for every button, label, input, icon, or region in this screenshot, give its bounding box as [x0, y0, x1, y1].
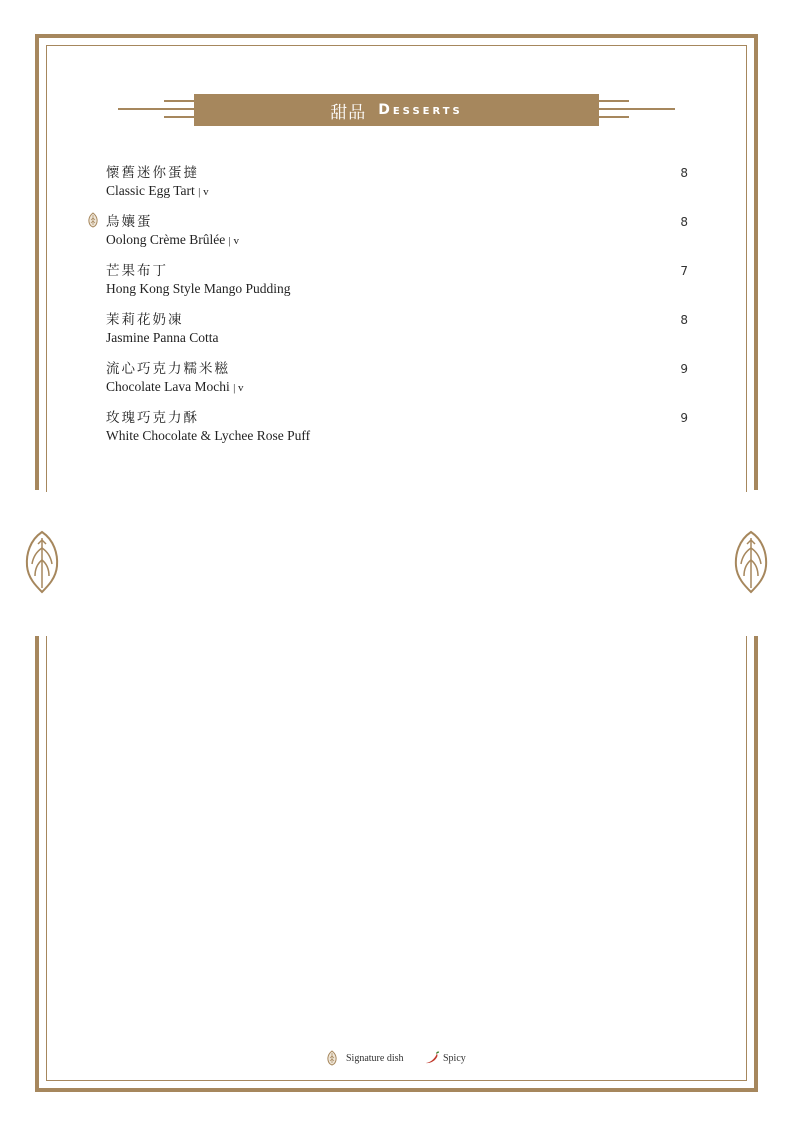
title-deco-right-2	[599, 108, 675, 110]
item-price: 9	[680, 362, 688, 376]
section-title-en: Desserts	[378, 102, 463, 118]
legend-spicy-label: Spicy	[443, 1053, 466, 1064]
frame-bottom-inner	[46, 1080, 747, 1081]
frame-left-inner-top	[46, 45, 47, 492]
item-name-en: Chocolate Lava Mochi | v	[106, 379, 244, 394]
frame-bottom-outer	[35, 1088, 758, 1092]
menu-item-egg-tart	[106, 164, 696, 201]
title-deco-left-3	[164, 116, 194, 118]
frame-right-inner-top	[746, 45, 747, 492]
legend-signature-leaf-icon	[327, 1050, 337, 1066]
menu-item-oolong-creme-brulee	[106, 213, 696, 250]
legend	[0, 1050, 793, 1070]
frame-right-outer-top	[754, 34, 758, 490]
frame-left-outer-top	[35, 34, 39, 490]
item-name-zh: 茉莉花奶凍	[106, 312, 184, 328]
item-price: 8	[680, 313, 688, 327]
item-name-en: Oolong Crème Brûlée | v	[106, 232, 240, 247]
signature-leaf-icon	[88, 212, 98, 228]
title-deco-right-3	[599, 116, 629, 118]
legend-signature-label: Signature dish	[346, 1053, 404, 1064]
menu-item-jasmine-panna-cotta	[106, 311, 696, 347]
menu-item-chocolate-lava-mochi	[106, 360, 696, 397]
item-name-en: White Chocolate & Lychee Rose Puff	[106, 428, 311, 443]
frame-top-outer	[35, 34, 758, 38]
item-price: 8	[680, 215, 688, 229]
frame-left-outer-bottom	[35, 636, 39, 1092]
frame-right-outer-bottom	[754, 636, 758, 1092]
frame-left-inner-bottom	[46, 636, 47, 1081]
right-emblem-icon	[733, 530, 769, 594]
item-name-en: Hong Kong Style Mango Pudding	[106, 281, 291, 296]
menu-item-rose-puff	[106, 409, 696, 445]
item-name-zh: 芒果布丁	[106, 263, 168, 279]
chili-pepper-icon	[424, 1051, 440, 1065]
frame-top-inner	[46, 45, 747, 46]
item-price: 9	[680, 411, 688, 425]
item-name-zh: 懷舊迷你蛋撻	[106, 165, 199, 181]
item-name-en: Classic Egg Tart | v	[106, 183, 209, 198]
left-emblem-icon	[24, 530, 60, 594]
title-deco-left-1	[164, 100, 194, 102]
item-name-zh: 玫瑰巧克力酥	[106, 410, 199, 426]
item-name-en: Jasmine Panna Cotta	[106, 330, 219, 345]
menu-item-mango-pudding	[106, 262, 696, 298]
item-price: 8	[680, 166, 688, 180]
title-deco-right-1	[599, 100, 629, 102]
item-name-zh: 流心巧克力糯米糍	[106, 361, 230, 377]
item-name-zh: 烏孃蛋	[106, 214, 153, 230]
section-title-zh: 甜品	[330, 102, 367, 123]
item-price: 7	[680, 264, 688, 278]
title-deco-left-2	[118, 108, 194, 110]
section-title-band	[194, 94, 599, 126]
frame-right-inner-bottom	[746, 636, 747, 1081]
